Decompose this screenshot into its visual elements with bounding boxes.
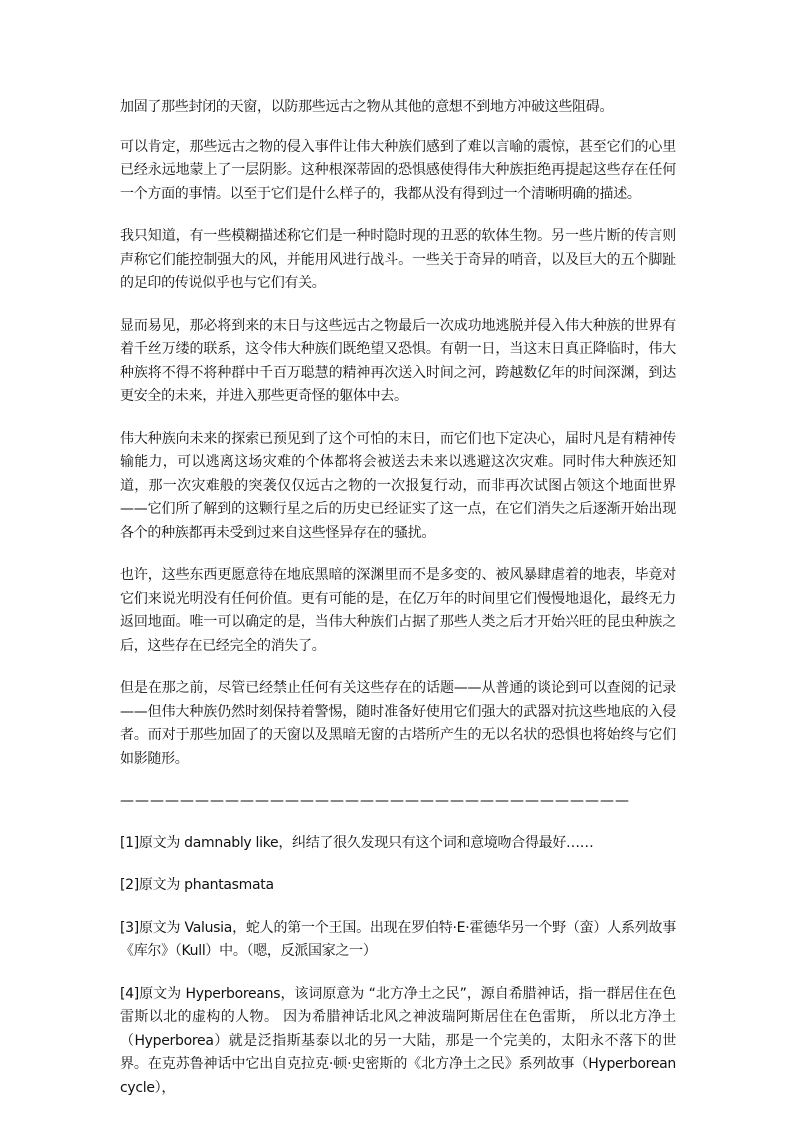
body-paragraph: 伟大种族向未来的探索已预见到了这个可怕的末日，而它们也下定决心，届时凡是有精神传输能力，可以逃离这场灾难的个体都将会被送去未来以逃避这次灾难。同时伟大种族还知道，那一次灾难般的突袭仅仅远古之物的一次报复行动，而非再次试图占领这个地面世界——它们所了解到的这颗行星之后的历史已经证实了这一点，在它们消失之后逐渐开始出现各个的种族都再未受到过来自这些怪异存在的骚扰。	[120, 430, 676, 541]
body-paragraph: 可以肯定，那些远古之物的侵入事件让伟大种族们感到了难以言喻的震惊，甚至它们的心里已经永远地蒙上了一层阴影。这种根深蒂固的恐惧感使得伟大种族拒绝再提起这些存在任何一个方面的事情。以至于它们是什么样子的，我都从没有得到过一个清晰明确的描述。	[120, 138, 676, 202]
footnote: [4]原文为 Hyperboreans，该词原意为 “北方净土之民”，源自希腊神话，指一群居住在色雷斯以北的虚构的人物。 因为希腊神话北风之神波瑞阿斯居住在色雷斯， 所以北方净土（Hyperborea）就是泛指斯基泰以北的另一大陆，那是一个完美的，太阳永不落下的世界。在克苏鲁神话中它出自克拉克·顿·史密斯的《北方净土之民》系列故事（Hyperborean cycle），	[120, 985, 676, 1096]
body-paragraph: 但是在那之前，尽管已经禁止任何有关这些存在的话题——从普通的谈论到可以查阅的记录——但伟大种族仍然时刻保持着警惕，随时准备好使用它们强大的武器对抗这些地底的入侵者。而对于那些加固了的天窗以及黑暗无窗的古塔所产生的无以名状的恐惧也将始终与它们如影随形。	[120, 680, 676, 767]
footnote: [3]原文为 Valusia，蛇人的第一个王国。出现在罗伯特·E·霍德华另一个野（蛮）人系列故事《库尔》（Kull）中。（嗯，反派国家之一）	[120, 919, 676, 959]
footnote: [1]原文为 damnably like，纠结了很久发现只有这个词和意境吻合得最好……	[120, 834, 594, 851]
body-paragraph: 也许，这些东西更愿意待在地底黑暗的深渊里而不是多变的、被风暴肆虐着的地表，毕竟对它们来说光明没有任何价值。更有可能的是，在亿万年的时间里它们慢慢地退化，最终无力返回地面。唯一可以确定的是，当伟大种族们占据了那些人类之后才开始兴旺的昆虫种族之后，这些存在已经完全的消失了。	[120, 567, 676, 654]
body-paragraph: 加固了那些封闭的天窗，以防那些远古之物从其他的意想不到地方冲破这些阻碍。	[120, 99, 614, 115]
page-content	[120, 96, 676, 1119]
footnote: [2]原文为 phantasmata	[120, 877, 274, 893]
footnote-separator: ——————————————————————————————————	[120, 793, 630, 809]
body-paragraph: 我只知道，有一些模糊描述称它们是一种时隐时现的丑恶的软体生物。另一些片断的传言则声称它们能控制强大的风，并能用风进行战斗。一些关于奇异的哨音，以及巨大的五个脚趾的足印的传说似乎也与它们有关。	[120, 228, 676, 291]
body-paragraph: 显而易见，那必将到来的末日与这些远古之物最后一次成功地逃脱并侵入伟大种族的世界有着千丝万缕的联系，这令伟大种族们既绝望又恐惧。有朝一日，当这末日真正降临时，伟大种族将不得不将种群中千百万聪慧的精神再次送入时间之河，跨越数亿年的时间深渊，到达更安全的未来，并进入那些更奇怪的躯体中去。	[120, 317, 676, 404]
